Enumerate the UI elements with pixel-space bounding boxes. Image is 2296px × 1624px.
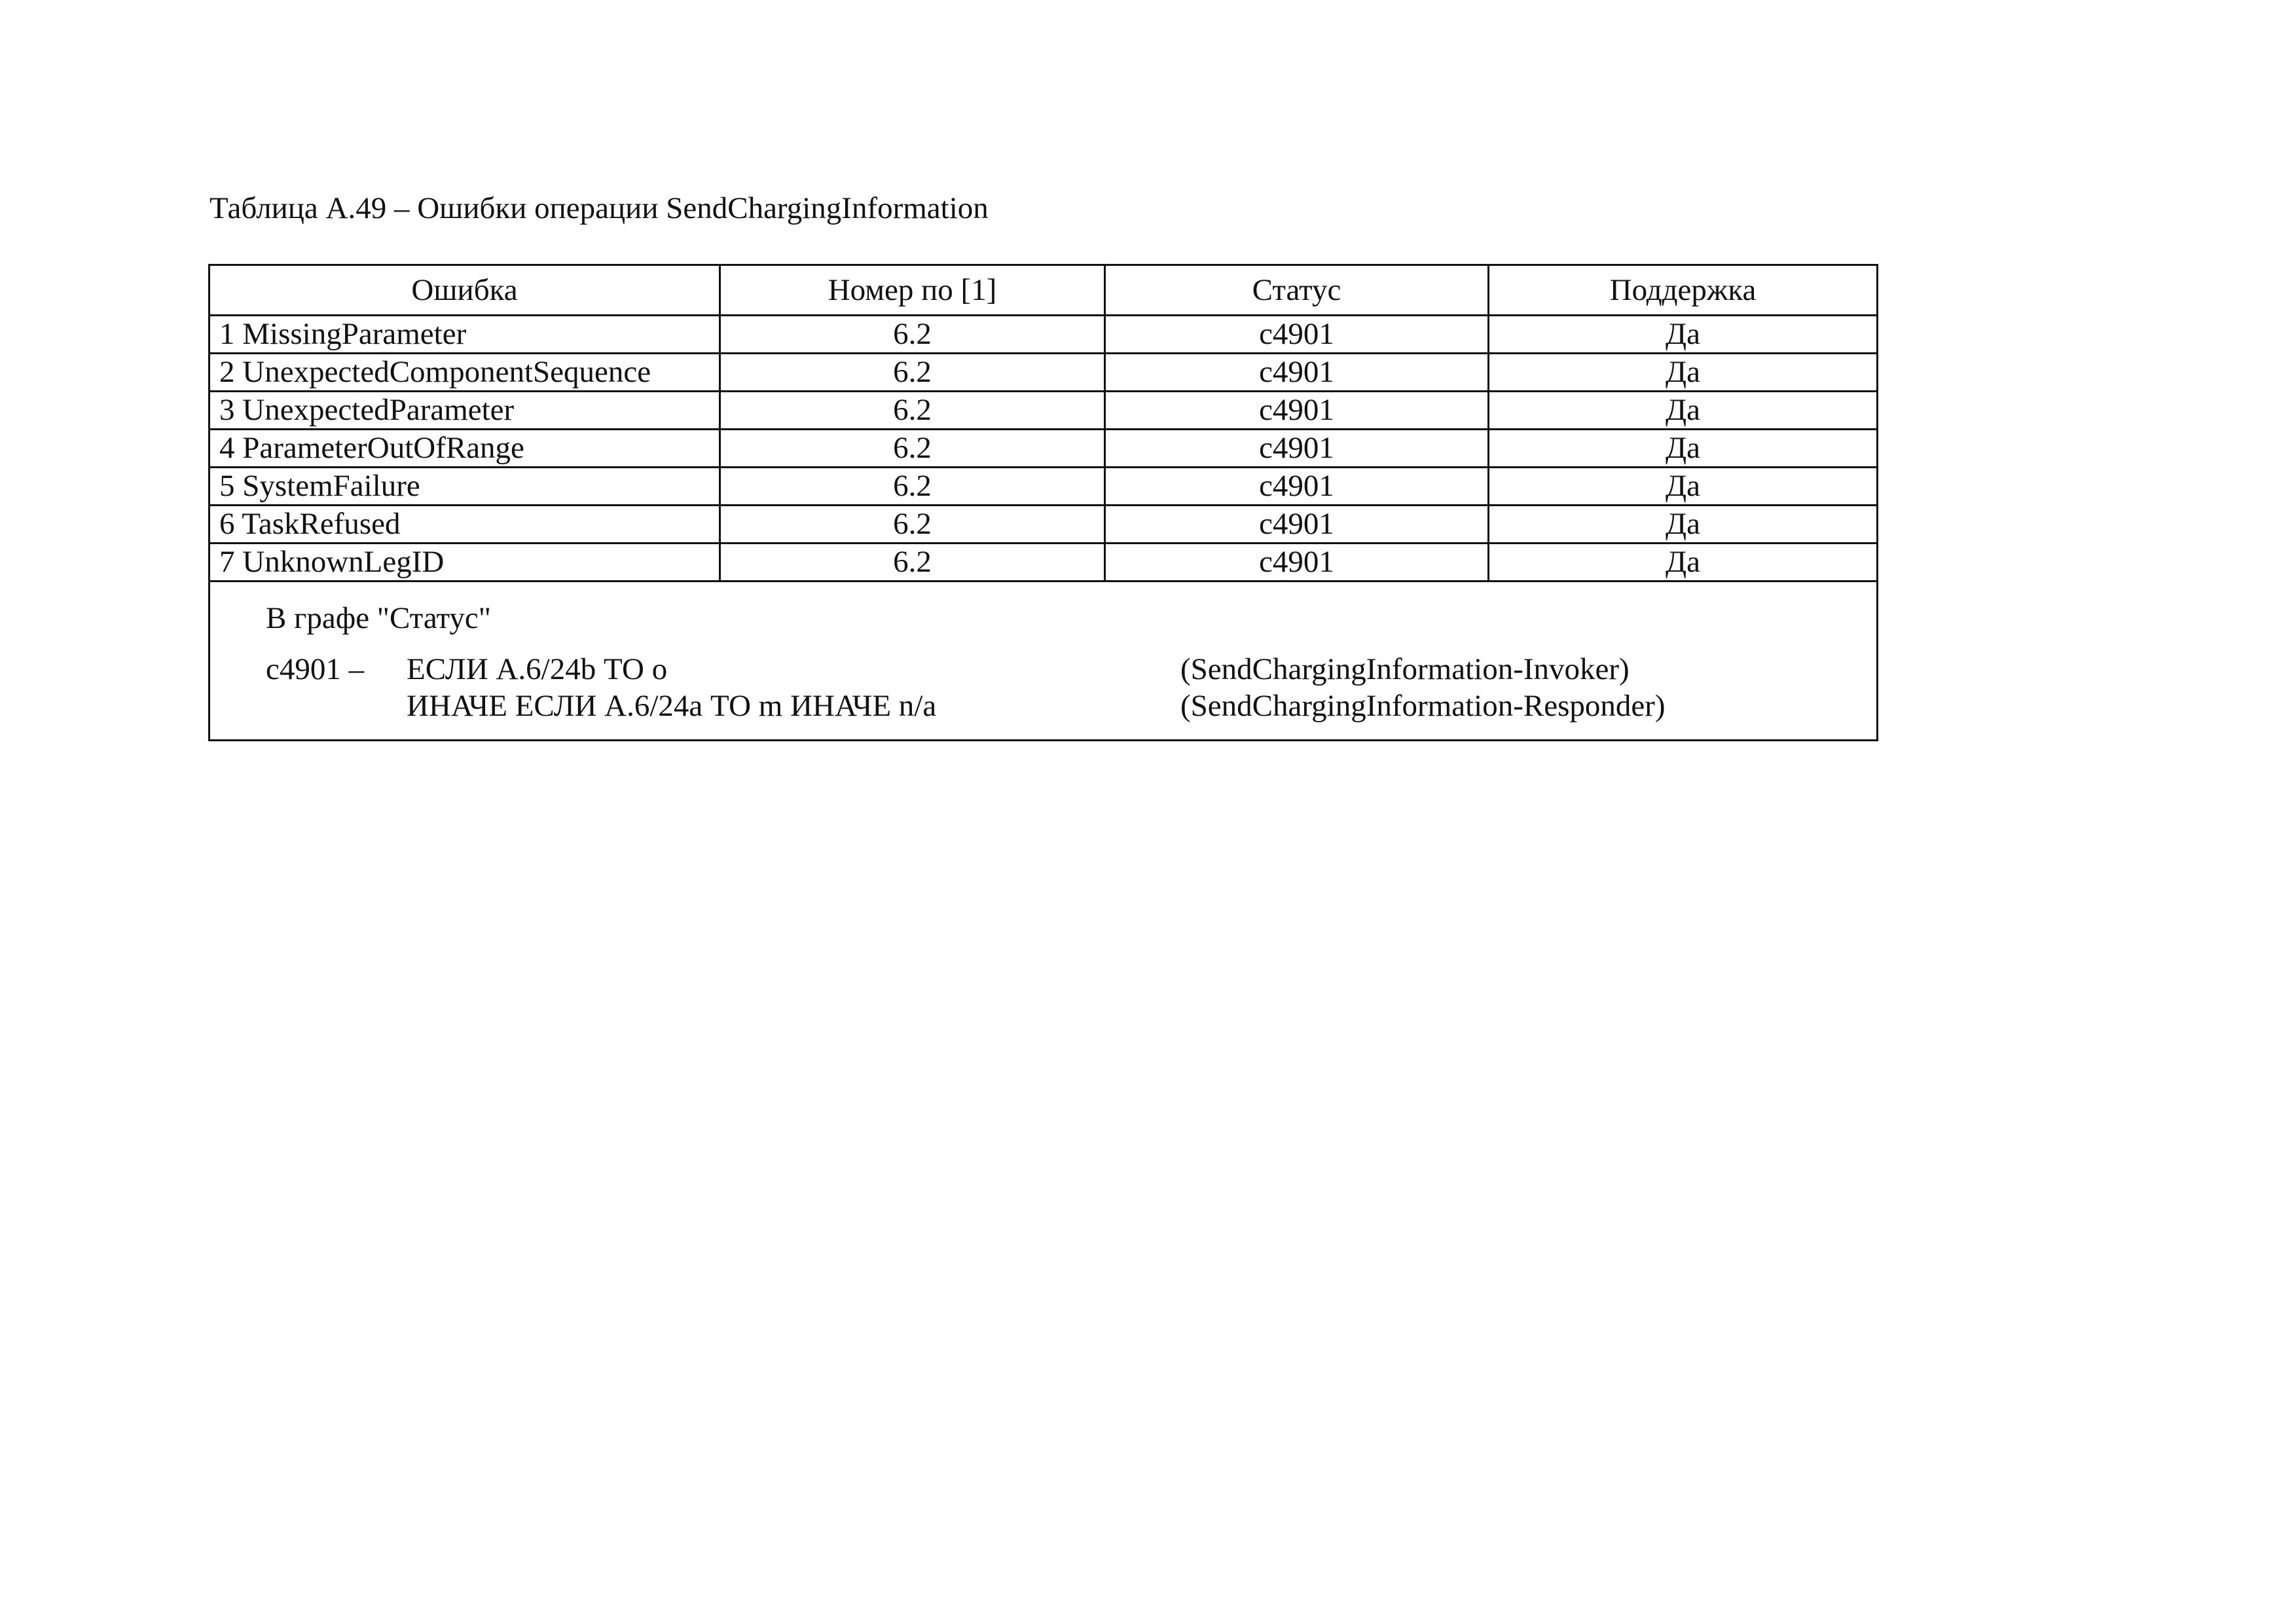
support-cell: Да [1489,354,1878,392]
table-row [210,544,1878,581]
errors-table [208,264,1878,741]
number-cell: 6.2 [720,468,1105,506]
column-header-status: Статус [1105,265,1489,316]
support-cell: Да [1489,316,1878,354]
table-row [210,392,1878,430]
status-cell: c4901 [1105,392,1489,430]
note-title: В графе "Статус" [266,601,491,635]
status-cell: c4901 [1105,468,1489,506]
status-cell: c4901 [1105,506,1489,544]
table-row [210,316,1878,354]
error-name-cell: 4 ParameterOutOfRange [210,430,720,468]
error-name-cell: 6 TaskRefused [210,506,720,544]
table-row [210,468,1878,506]
support-cell: Да [1489,392,1878,430]
support-cell: Да [1489,468,1878,506]
column-header-number: Номер по [1] [720,265,1105,316]
table-row [210,354,1878,392]
column-header-error: Ошибка [210,265,720,316]
status-cell: c4901 [1105,430,1489,468]
condition-text-line-2: ИНАЧЕ ЕСЛИ А.6/24a ТО m ИНАЧЕ n/a [407,689,937,723]
support-cell: Да [1489,544,1878,581]
number-cell: 6.2 [720,544,1105,581]
status-cell: c4901 [1105,354,1489,392]
error-name-cell: 1 MissingParameter [210,316,720,354]
support-cell: Да [1489,506,1878,544]
table-row [210,430,1878,468]
table-caption: Таблица А.49 – Ошибки операции SendChargingInformation [210,191,989,225]
number-cell: 6.2 [720,316,1105,354]
error-name-cell: 7 UnknownLegID [210,544,720,581]
error-name-cell: 5 SystemFailure [210,468,720,506]
note-row [210,581,1878,741]
number-cell: 6.2 [720,430,1105,468]
header-row [210,265,1878,316]
table-row [210,506,1878,544]
status-note-cell [210,581,1878,741]
error-name-cell: 3 UnexpectedParameter [210,392,720,430]
role-text-line-1: (SendChargingInformation-Invoker) [1180,652,1630,686]
status-cell: c4901 [1105,316,1489,354]
number-cell: 6.2 [720,506,1105,544]
number-cell: 6.2 [720,392,1105,430]
support-cell: Да [1489,430,1878,468]
error-name-cell: 2 UnexpectedComponentSequence [210,354,720,392]
number-cell: 6.2 [720,354,1105,392]
condition-code: c4901 – [266,652,365,686]
status-cell: c4901 [1105,544,1489,581]
role-text-line-2: (SendChargingInformation-Responder) [1180,689,1666,723]
condition-text-line-1: ЕСЛИ А.6/24b ТО o [407,652,668,686]
errors-table-container [208,264,1876,741]
column-header-support: Поддержка [1489,265,1878,316]
